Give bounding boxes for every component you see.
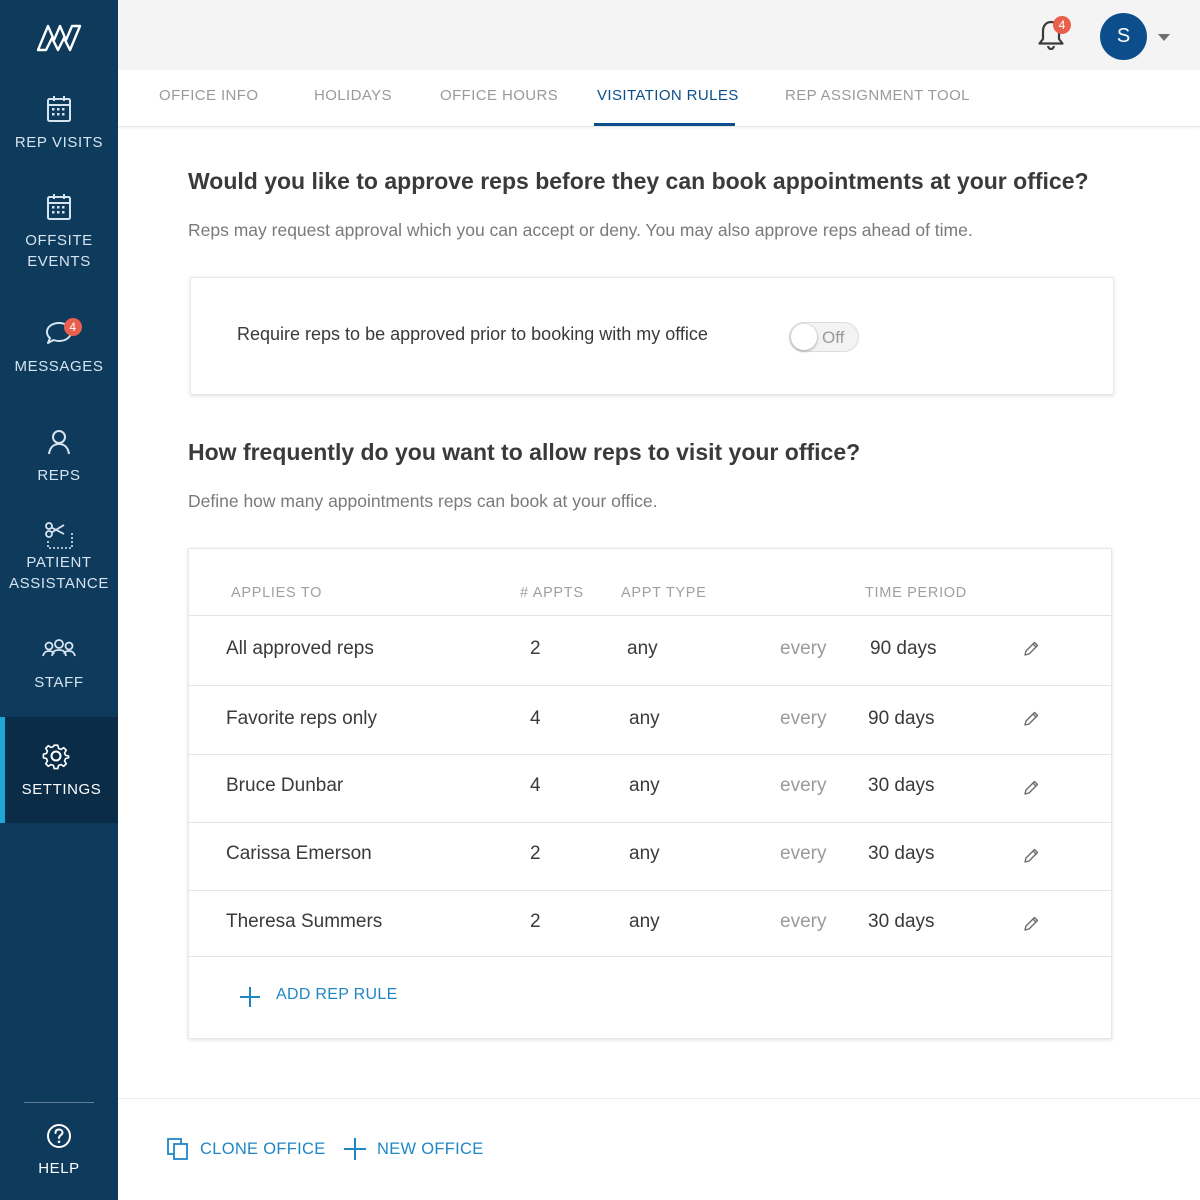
column-header: # APPTS (520, 585, 584, 601)
approval-toggle-label: Require reps to be approved prior to booking with my office (237, 324, 708, 344)
rule-applies-to: Favorite reps only (226, 708, 378, 729)
table-row (189, 890, 1111, 957)
table-row (189, 822, 1111, 890)
column-header: APPLIES TO (231, 585, 323, 601)
person-icon (44, 427, 74, 457)
rule-appts: 4 (530, 775, 541, 796)
rule-every: every (780, 775, 827, 796)
sidebar-item-help[interactable] (0, 1122, 118, 1179)
logo-mark[interactable] (36, 20, 82, 56)
rule-period: 30 days (868, 843, 935, 864)
gear-icon (41, 741, 71, 771)
top-bar (118, 0, 1200, 70)
rule-type: any (629, 775, 660, 796)
settings-tabs (118, 70, 1200, 127)
approval-card (190, 277, 1114, 395)
frequency-heading: How frequently do you want to allow reps to visit your office? (188, 439, 861, 465)
rule-every: every (780, 708, 827, 729)
notifications-button[interactable] (1036, 18, 1066, 52)
sidebar-item-reps[interactable] (0, 427, 118, 486)
rule-appts: 2 (530, 843, 541, 864)
clone-office-label: CLONE OFFICE (200, 1140, 326, 1158)
sidebar (0, 0, 118, 1200)
sidebar-item-label: REPS (37, 467, 81, 484)
column-header: APPT TYPE (621, 585, 707, 601)
sidebar-item-label: STAFF (34, 674, 84, 691)
rule-applies-to: Carissa Emerson (226, 843, 372, 864)
footer-actions (118, 1098, 1200, 1200)
add-rep-rule-label: ADD REP RULE (276, 986, 398, 1003)
rule-applies-to: Theresa Summers (226, 911, 383, 932)
table-row (189, 754, 1111, 822)
approval-description: Reps may request approval which you can accept or deny. You may also approve reps ahead of time. (188, 220, 973, 240)
rules-table (188, 548, 1112, 1039)
rule-period: 30 days (868, 911, 935, 932)
pencil-icon[interactable] (1022, 847, 1040, 865)
sidebar-divider (24, 1102, 94, 1103)
sidebar-item-label: OFFSITE EVENTS (25, 232, 93, 270)
rule-appts: 4 (530, 708, 541, 729)
sidebar-item-offsite-events[interactable] (0, 192, 118, 272)
approval-toggle[interactable] (789, 322, 859, 352)
rule-applies-to: All approved reps (226, 638, 374, 659)
rule-type: any (629, 843, 660, 864)
frequency-description: Define how many appointments reps can book at your office. (188, 491, 658, 511)
rule-type: any (629, 911, 660, 932)
plus-icon (343, 1137, 367, 1161)
rule-every: every (780, 843, 827, 864)
tab-office-hours[interactable]: OFFICE HOURS (440, 87, 559, 104)
calendar-icon (44, 94, 74, 124)
sidebar-item-messages[interactable] (0, 318, 118, 377)
tab-visitation-rules[interactable]: VISITATION RULES (597, 87, 739, 104)
notification-badge: 4 (1053, 16, 1071, 34)
sidebar-item-label: MESSAGES (14, 358, 104, 375)
toggle-knob (791, 324, 817, 350)
sidebar-item-settings[interactable] (0, 717, 118, 823)
avatar[interactable]: S (1100, 13, 1147, 60)
rule-every: every (780, 638, 827, 659)
calendar-icon (44, 192, 74, 222)
messages-badge: 4 (64, 318, 82, 336)
pencil-icon[interactable] (1022, 779, 1040, 797)
sidebar-item-label: REP VISITS (14, 134, 104, 151)
active-tab-indicator (594, 123, 735, 126)
chat-icon (44, 318, 77, 348)
scissors-coupon-icon (44, 520, 74, 550)
tab-office-info[interactable]: OFFICE INFO (159, 87, 259, 104)
rule-type: any (629, 708, 660, 729)
tab-holidays[interactable]: HOLIDAYS (314, 87, 392, 104)
sidebar-item-staff[interactable] (0, 634, 118, 693)
column-header: TIME PERIOD (865, 585, 967, 601)
rule-period: 90 days (870, 638, 937, 659)
sidebar-item-label: HELP (38, 1160, 80, 1177)
pencil-icon[interactable] (1022, 640, 1040, 658)
new-office-label: NEW OFFICE (377, 1140, 484, 1158)
sidebar-item-label: SETTINGS (21, 781, 102, 798)
clone-office-button[interactable] (166, 1139, 326, 1163)
sidebar-item-label: PATIENT ASSISTANCE (9, 554, 109, 592)
copy-icon (166, 1137, 190, 1161)
sidebar-item-rep-visits[interactable] (0, 94, 118, 153)
rule-period: 30 days (868, 775, 935, 796)
table-row (189, 615, 1111, 685)
new-office-button[interactable] (343, 1139, 483, 1163)
rule-period: 90 days (868, 708, 935, 729)
rule-type: any (627, 638, 658, 659)
group-icon (41, 634, 77, 664)
pencil-icon[interactable] (1022, 915, 1040, 933)
rule-appts: 2 (530, 638, 541, 659)
rule-appts: 2 (530, 911, 541, 932)
rule-applies-to: Bruce Dunbar (226, 775, 344, 796)
sidebar-item-patient-assistance[interactable] (0, 520, 118, 594)
table-row (189, 685, 1111, 754)
toggle-state: Off (822, 328, 845, 347)
plus-icon (239, 986, 261, 1008)
tab-rep-assignment-tool[interactable]: REP ASSIGNMENT TOOL (785, 87, 970, 104)
rule-every: every (780, 911, 827, 932)
pencil-icon[interactable] (1022, 710, 1040, 728)
help-icon (45, 1122, 73, 1150)
chevron-down-icon[interactable] (1158, 34, 1170, 41)
approval-heading: Would you like to approve reps before they can book appointments at your office? (188, 168, 1089, 194)
